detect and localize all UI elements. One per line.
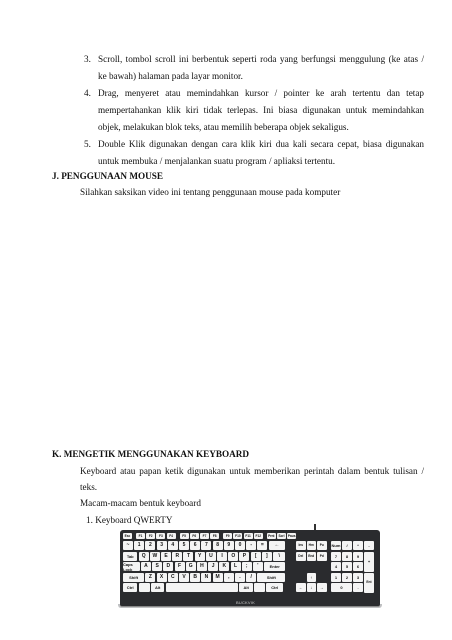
keyboard-key: 0 [235,541,245,550]
keyboard-key: Enter [264,562,285,571]
keyboard-key: F11 [245,533,251,538]
keyboard-key: ; [242,562,252,571]
list-item-4-line-3: objek, melakukan blok teks, atau memilih beberapa objek sekaligus. [98,122,349,132]
keyboard-key: T [183,552,193,561]
keyboard-key: U [206,552,216,561]
keyboard-key: 7 [201,541,211,550]
keyboard-key: ' [253,562,263,571]
list-item-4-line-1: Drag, menyeret atau memindahkan kursor / pointer ke arah tertentu dan tetap [98,88,424,98]
list-item-4-line-2: mempertahankan klik kiri tidak terlepas. Ini biasa digunakan untuk memindahkan [98,105,424,115]
keyboard-key: Alt [151,583,164,592]
keyboard-key: End [307,552,317,561]
keyboard-key: X [157,573,167,582]
keyboard-key: E [161,552,171,561]
keyboard-key: 1 [134,541,144,550]
keyboard-key [254,583,265,592]
keyboard-key: Ins [296,541,306,550]
keyboard-key: F4 [167,533,176,539]
keyboard-qwerty-image [120,530,380,606]
keyboard-key: \ [273,552,285,561]
keyboard-key: F5 [180,533,189,539]
keyboard-key: 6 [353,562,363,571]
section-j-text: Silahkan saksikan video ini tentang penggunaan mouse pada komputer [80,187,341,197]
list-number: 3. [84,54,91,64]
keyboard-key: 2 [145,541,155,550]
keyboard-key: ↓ [307,583,317,592]
keyboard-key: 0 [331,583,352,592]
list-item-5-line-1: Double Klik digunakan dengan cara klik kiri dua kali secara cepat, biasa digunakan [98,139,424,149]
keyboard-key: ] [262,552,272,561]
keyboard-key: 8 [342,552,352,561]
keyboard-key: 3 [353,573,363,582]
keyboard-key: Z [145,573,155,582]
keyboard-key: Scrl [278,533,285,538]
keyboard-key: D [163,562,173,571]
list-item-3-line-2: ke bawah) halaman pada layar monitor. [98,71,243,81]
keyboard-brand-logo: BUCKVIK [236,600,255,605]
keyboard-key: H [197,562,207,571]
keyboard-key: 5 [342,562,352,571]
section-k-subheading: Macam-macam bentuk keyboard [80,498,201,508]
list-item-3-line-1: Scroll, tombol scroll ini berbentuk seperti roda yang berfungsi menggulung (ke atas / [98,54,424,64]
keyboard-key: Tab [123,552,137,561]
keyboard-key: = [257,541,267,550]
keyboard-key: - [364,541,374,550]
keyboard-key: 5 [179,541,189,550]
keyboard-key: ← [269,541,286,550]
keyboard-key: - [246,541,256,550]
keyboard-key: 3 [157,541,167,550]
keyboard-key: L [231,562,241,571]
keyboard-key: / [246,573,256,582]
keyboard-key: ~ [123,541,133,550]
keyboard-key: ↑ [307,573,317,582]
keyboard-key: 6 [190,541,200,550]
keyboard-key: Shift [123,573,144,582]
keyboard-key: B [190,573,200,582]
keyboard-key: Alt [239,583,252,592]
keyboard-key: Hm [307,541,317,550]
list-number: 4. [84,88,91,98]
keyboard-key: 9 [224,541,234,550]
keyboard-type-item-1: 1. Keyboard QWERTY [86,515,173,525]
keyboard-key: → [317,583,327,592]
keyboard-key: V [179,573,189,582]
keyboard-key: 1 [331,573,341,582]
keyboard-key: 8 [213,541,223,550]
keyboard-key: F6 [190,533,199,539]
keyboard-key: F7 [200,533,209,539]
keyboard-key: Q [139,552,149,561]
keyboard-key: F9 [223,533,232,539]
keyboard-key: F10 [235,533,241,538]
keyboard-key: 4 [168,541,178,550]
section-k-paragraph-line-2: teks. [80,482,98,492]
keyboard-key: Ent [364,573,374,593]
keyboard-key: 7 [331,552,341,561]
keyboard-key: F2 [146,533,155,539]
keyboard-key: A [141,562,151,571]
keyboard-key: Del [296,552,306,561]
keyboard-key [139,583,150,592]
section-k-heading: K. MENGETIK MENGGUNAKAN KEYBOARD [52,449,250,459]
keyboard-key: M [213,573,223,582]
keyboard-key: 9 [353,552,363,561]
keyboard-key: Ctrl [266,583,283,592]
section-k-paragraph-line-1: Keyboard atau papan ketik digunakan untuk memberikan perintah dalam bentuk tulisan / [80,466,424,476]
keyboard-key: Pd [317,552,327,561]
keyboard-key: [ [251,552,261,561]
keyboard-key: 4 [331,562,341,571]
keyboard-key: F8 [210,533,219,539]
keyboard-key: / [342,541,352,550]
keyboard-key: F3 [156,533,165,539]
keyboard-key: Shift [257,573,285,582]
list-item-5-line-2: untuk membuka / menjalankan suatu program / apliaksi tertentu. [98,156,336,166]
keyboard-key: . [353,583,363,592]
keyboard-key: . [235,573,245,582]
keyboard-key: S [152,562,162,571]
keyboard-key: + [364,552,374,572]
keyboard-key: 2 [342,573,352,582]
keyboard-key: Pu [317,541,327,550]
keyboard-key: , [224,573,234,582]
video-embed-area[interactable] [84,200,424,440]
keyboard-key: ← [296,583,306,592]
keyboard-key: Prnt [268,533,275,538]
keyboard-key: F [175,562,185,571]
keyboard-key: W [150,552,160,561]
section-j-heading: J. PENGGUNAAN MOUSE [52,171,164,181]
keyboard-key: J [208,562,218,571]
keyboard-key: N [201,573,211,582]
keyboard-key: Y [195,552,205,561]
keyboard-key: F1 [136,533,145,539]
keyboard-key: Esc [124,533,131,538]
keyboard-key: G [186,562,196,571]
keyboard-key: K [219,562,229,571]
keyboard-key: P [239,552,249,561]
keyboard-key: C [168,573,178,582]
keyboard-key: * [353,541,363,550]
keyboard-key: Ctrl [123,583,137,592]
keyboard-key: I [217,552,227,561]
keyboard-key: O [228,552,238,561]
keyboard-key: Caps Lock [123,562,140,571]
keyboard-key: R [172,552,182,561]
keyboard-key: Paus [287,533,296,538]
keyboard-key: F12 [255,533,262,538]
keyboard-key [166,583,239,592]
list-number: 5. [84,139,91,149]
keyboard-key: Num [331,541,341,550]
